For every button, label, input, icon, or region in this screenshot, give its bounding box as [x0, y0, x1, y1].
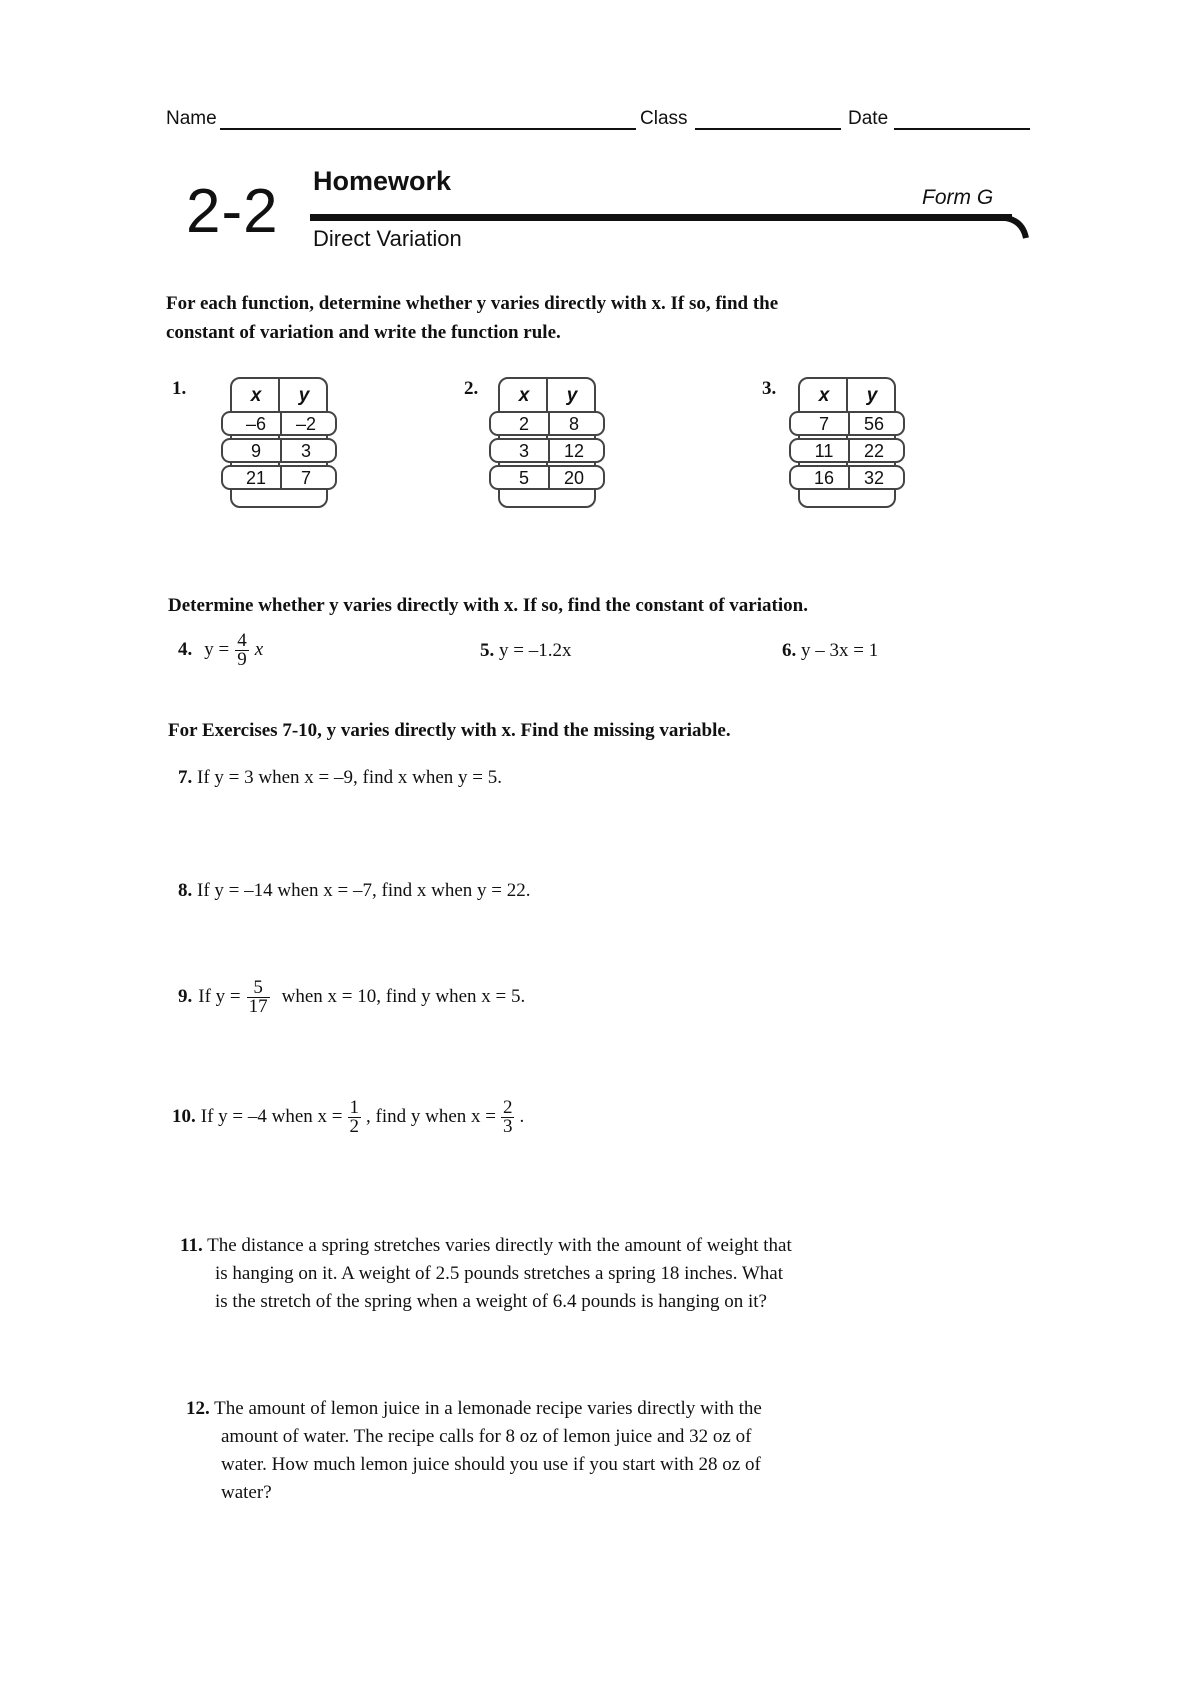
table-cell: –6 — [245, 414, 267, 434]
q5-label: 5. — [480, 640, 495, 661]
q10-post: . — [519, 1106, 525, 1127]
q12-line4: water? — [221, 1482, 272, 1503]
q12-line1: The amount of lemon juice in a lemonade recipe varies directly with the — [214, 1398, 762, 1419]
q1-col-x: x — [250, 385, 262, 406]
table-cell: 11 — [814, 441, 834, 461]
table-row — [489, 465, 605, 490]
q12-line2: amount of water. The recipe calls for 8 oz of lemon juice and 32 oz of — [221, 1426, 752, 1447]
section3-instructions: For Exercises 7-10, y varies directly with x. Find the missing variable. — [168, 720, 731, 741]
q4-rhs: x — [254, 639, 264, 660]
table-row — [221, 438, 337, 463]
q1-label: 1. — [172, 378, 187, 399]
q10-label: 10. — [172, 1106, 196, 1127]
table-row — [789, 465, 905, 490]
section1-instruction-line1: For each function, determine whether y varies directly with x. If so, find the — [166, 293, 779, 314]
q10-numerator-1: 1 — [349, 1096, 359, 1118]
q10-pre: If y = –4 when x = — [200, 1106, 343, 1127]
table-cell: 32 — [863, 468, 885, 488]
q3-col-x: x — [818, 385, 830, 406]
q9-numerator: 5 — [247, 979, 270, 998]
table-cell: 9 — [250, 441, 261, 461]
q1-col-y: y — [298, 385, 310, 406]
q9-fraction — [247, 976, 270, 1017]
table-cell: 12 — [563, 441, 585, 461]
q12 — [186, 1395, 946, 1507]
name-label: Name — [166, 108, 217, 129]
q10-fraction-1 — [348, 1096, 362, 1137]
table-cell: 21 — [245, 468, 267, 488]
q4-numerator: 4 — [237, 629, 247, 651]
table-row — [489, 411, 605, 436]
q4 — [178, 628, 263, 672]
q4-denominator: 9 — [237, 648, 247, 670]
q6-label: 6. — [782, 640, 797, 661]
table-row — [221, 411, 337, 436]
q10 — [172, 1093, 524, 1141]
table-cell: 56 — [863, 414, 885, 434]
q10-mid: , find y when x = — [366, 1106, 496, 1127]
q9-post: when x = 10, find y when x = 5. — [281, 986, 526, 1007]
q8-label: 8. — [178, 880, 193, 901]
table-cell: 7 — [818, 414, 829, 434]
table-cell: 8 — [568, 414, 579, 434]
q7-label: 7. — [178, 767, 193, 788]
date-field[interactable] — [894, 108, 1030, 130]
q9-denominator: 17 — [248, 995, 268, 1017]
q11-line1: The distance a spring stretches varies directly with the amount of weight that — [207, 1235, 792, 1256]
q2-col-x: x — [518, 385, 530, 406]
q10-numerator-2: 2 — [502, 1096, 513, 1118]
table-cell: 7 — [300, 468, 311, 488]
q3-label: 3. — [762, 378, 777, 399]
q8 — [178, 880, 530, 902]
q5 — [480, 640, 571, 662]
q3-col-y: y — [866, 385, 878, 406]
section1-instructions — [166, 289, 1066, 347]
q10-denominator-2: 3 — [502, 1115, 513, 1137]
q4-fraction — [235, 629, 249, 670]
q9-label: 9. — [178, 986, 193, 1007]
table-row — [221, 465, 337, 490]
q10-fraction-2 — [501, 1096, 515, 1137]
lesson-subtitle: Direct Variation — [313, 226, 462, 251]
lesson-number: 2-2 — [186, 177, 279, 246]
q5-text: y = –1.2x — [499, 640, 572, 661]
q2-label: 2. — [464, 378, 479, 399]
table-cell: 22 — [863, 441, 885, 461]
q11 — [180, 1232, 940, 1316]
table-cell: 3 — [518, 441, 529, 461]
q9-pre: If y = — [198, 986, 241, 1007]
q12-line3: water. How much lemon juice should you use if you start with 28 oz of — [221, 1454, 761, 1475]
class-field[interactable] — [695, 108, 841, 130]
table-row — [789, 438, 905, 463]
table-row — [489, 438, 605, 463]
table-cell: 3 — [300, 441, 311, 461]
table-cell: –2 — [295, 414, 317, 434]
date-label: Date — [848, 108, 889, 129]
title-rule-curve — [1000, 214, 1030, 250]
q11-line2: is hanging on it. A weight of 2.5 pounds stretches a spring 18 inches. What — [215, 1263, 783, 1284]
section2-instructions: Determine whether y varies directly with x. If so, find the constant of variation. — [168, 595, 808, 616]
q11-line3: is the stretch of the spring when a weight of 6.4 pounds is hanging on it? — [215, 1291, 767, 1312]
q8-text: If y = –14 when x = –7, find x when y = 22. — [197, 880, 531, 901]
q7 — [178, 767, 502, 789]
q6 — [782, 640, 878, 662]
lesson-title: Homework — [313, 166, 452, 196]
q7-text: If y = 3 when x = –9, find x when y = 5. — [197, 767, 502, 788]
q10-denominator-1: 2 — [349, 1115, 359, 1137]
section1-instruction-line2: constant of variation and write the function rule. — [166, 322, 561, 343]
q6-text: y – 3x = 1 — [801, 640, 879, 661]
q12-label: 12. — [186, 1398, 210, 1419]
form-label: Form G — [922, 186, 994, 209]
q4-label: 4. — [178, 639, 193, 660]
table-cell: 5 — [518, 468, 529, 488]
class-label: Class — [640, 108, 688, 129]
table-row — [789, 411, 905, 436]
q11-label: 11. — [180, 1235, 203, 1256]
table-cell: 16 — [813, 468, 835, 488]
q4-lhs: y = — [204, 639, 230, 660]
table-cell: 2 — [518, 414, 529, 434]
name-field[interactable] — [220, 108, 636, 130]
q9 — [178, 973, 525, 1021]
table-cell: 20 — [563, 468, 585, 488]
q2-col-y: y — [566, 385, 578, 406]
title-rule — [310, 214, 1012, 221]
